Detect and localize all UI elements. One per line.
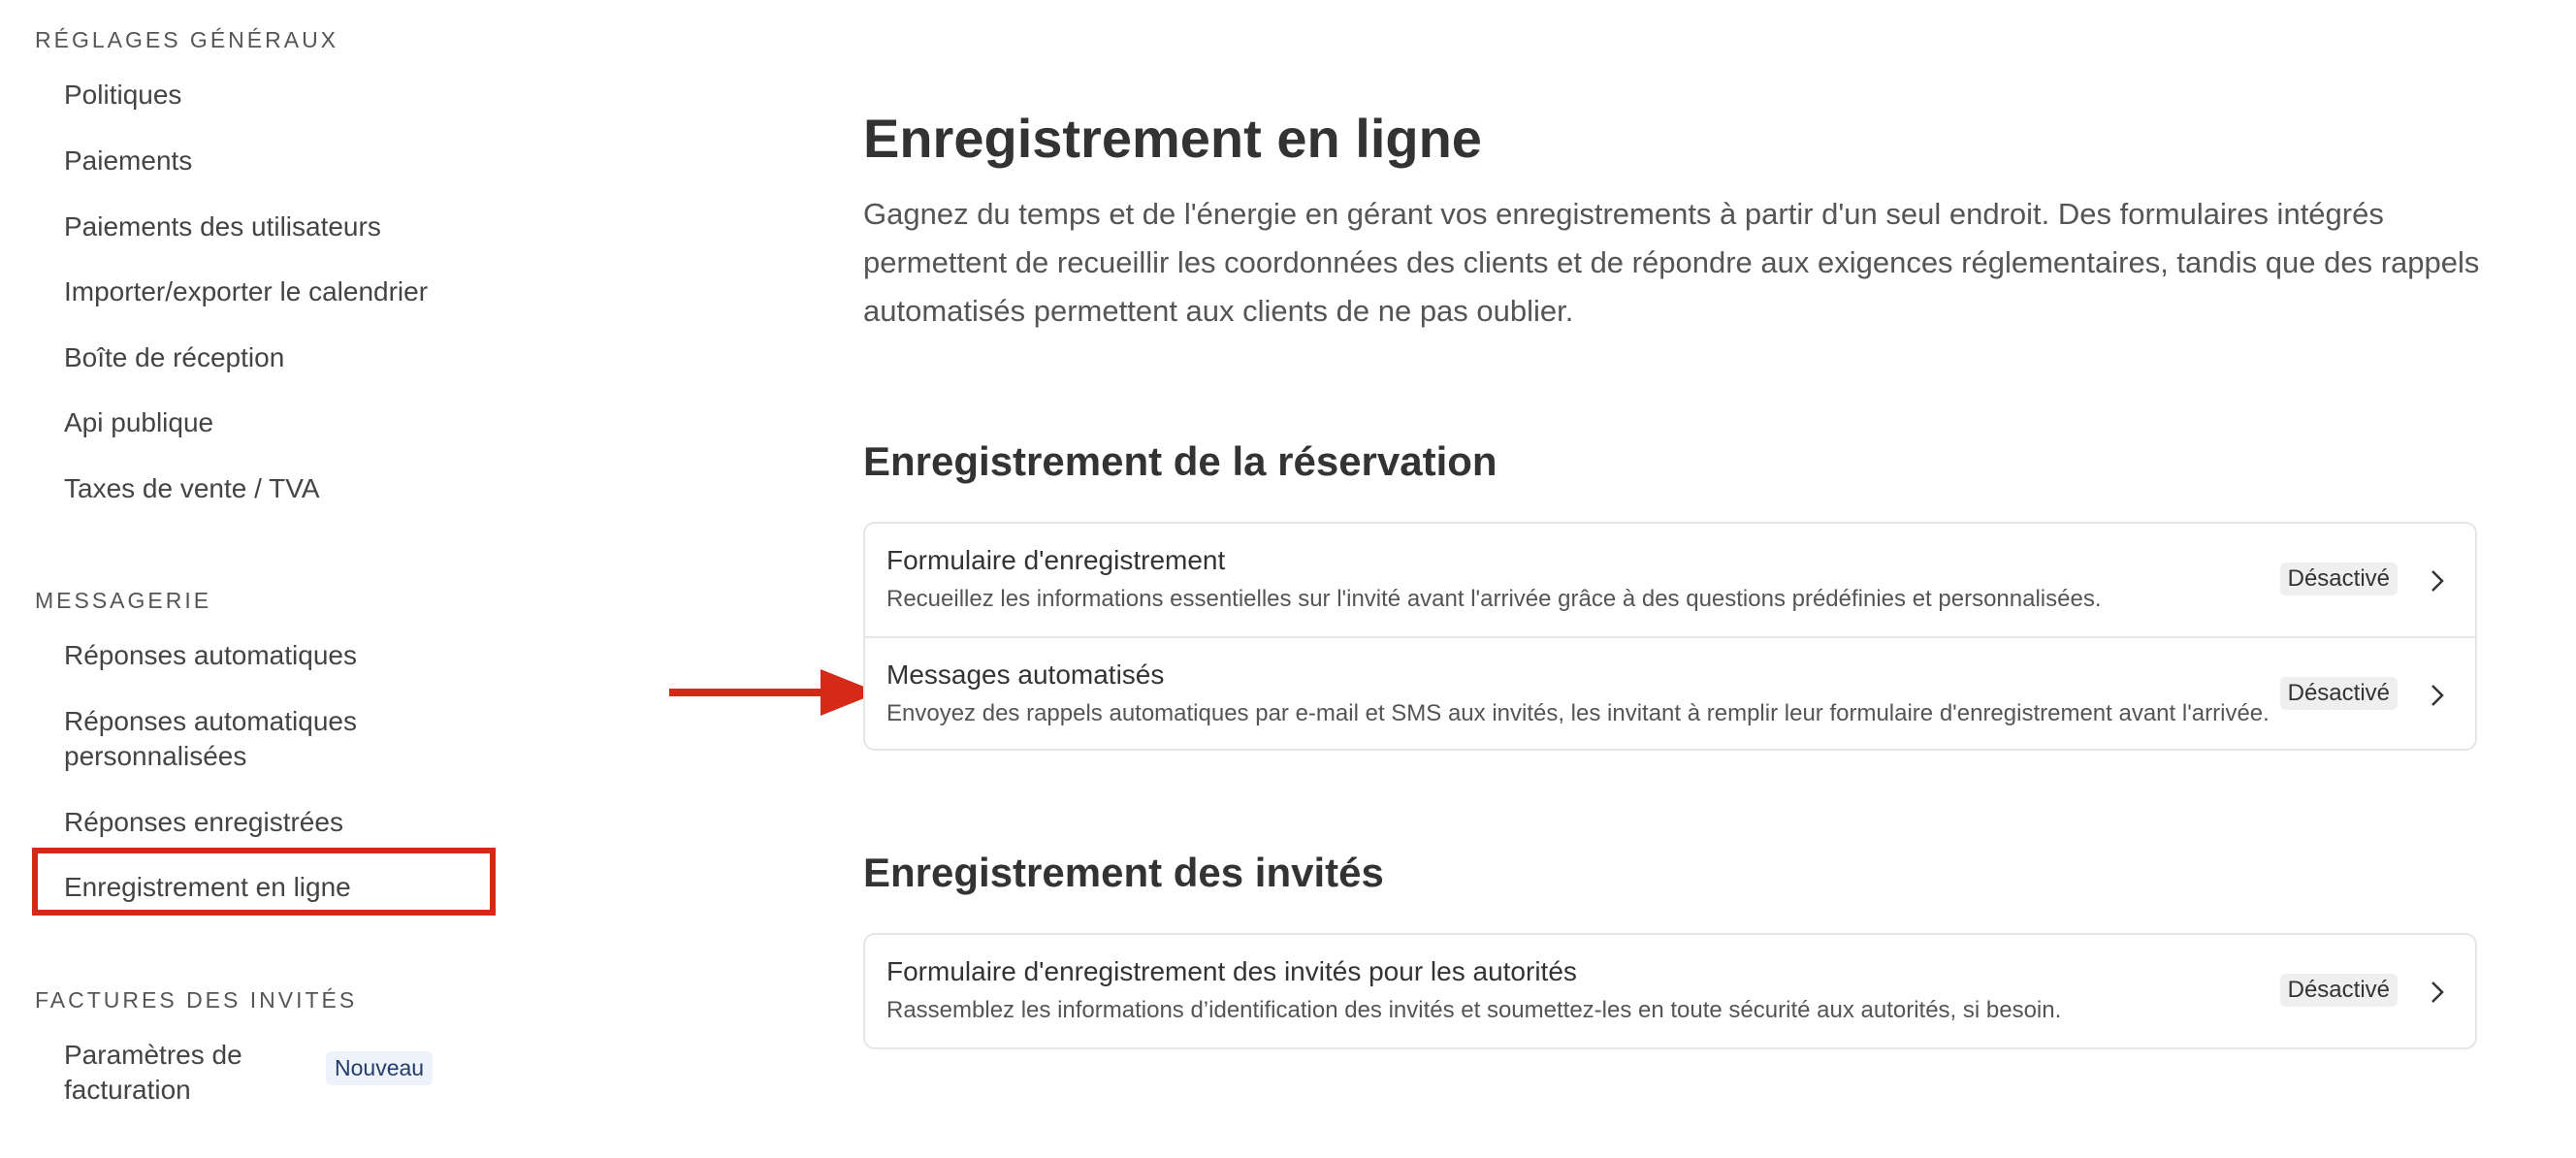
chevron-right-icon[interactable]	[2425, 566, 2450, 595]
status-badge: Désactivé	[2280, 563, 2398, 595]
row-description: Rassemblez les informations d’identification des invités et soumettez-les en toute sécurité aux autorités, si besoin.	[886, 997, 2062, 1023]
sidebar-item-custom-auto-replies[interactable]: Réponses automatiques personnalisées	[64, 706, 357, 771]
row-title: Formulaire d'enregistrement	[886, 545, 1226, 575]
row-title: Formulaire d'enregistrement des invités pour les autorités	[886, 956, 1577, 986]
row-automated-messages[interactable]	[865, 636, 2475, 749]
page-title: Enregistrement en ligne	[863, 108, 1482, 169]
sidebar-item-inbox[interactable]: Boîte de réception	[64, 342, 285, 372]
sidebar-item-online-check-in[interactable]: Enregistrement en ligne	[64, 872, 351, 902]
sidebar-item-public-api[interactable]: Api publique	[64, 407, 214, 437]
sidebar-item-saved-replies[interactable]: Réponses enregistrées	[64, 807, 343, 837]
new-badge: Nouveau	[326, 1051, 433, 1085]
section-header-guest-invoices: FACTURES DES INVITÉS	[35, 987, 358, 1013]
chevron-right-icon[interactable]	[2425, 681, 2450, 710]
sidebar	[0, 0, 582, 1158]
sidebar-item-policies[interactable]: Politiques	[64, 80, 182, 110]
sidebar-item-user-payments[interactable]: Paiements des utilisateurs	[64, 211, 381, 241]
sidebar-item-payments[interactable]: Paiements	[64, 145, 193, 176]
section-title-guest-registration: Enregistrement des invités	[863, 850, 1384, 895]
section-header-messaging: MESSAGERIE	[35, 588, 212, 613]
sidebar-item-sales-tax-vat[interactable]: Taxes de vente / TVA	[64, 473, 320, 503]
sidebar-item-billing-settings[interactable]: Paramètres de facturation	[64, 1040, 242, 1105]
page-description: Gagnez du temps et de l'énergie en gérant vos enregistrements à partir d'un seul endroit. Des formulaires intégrés permettent de recueillir les coordonnées des clients et de répondre aux exigences réglementaires, tandis que des rappels automatisés permettent aux clients de ne pas oublier.	[863, 197, 2480, 328]
row-check-in-form[interactable]	[865, 524, 2475, 636]
sidebar-item-auto-replies[interactable]: Réponses automatiques	[64, 640, 357, 670]
row-description: Envoyez des rappels automatiques par e-mail et SMS aux invités, les invitant à remplir leur formulaire d'enregistrement avant l'arrivée.	[886, 700, 2270, 726]
chevron-right-icon[interactable]	[2425, 978, 2450, 1007]
sidebar-item-calendar-import-export[interactable]: Importer/exporter le calendrier	[64, 276, 429, 306]
right-arrow-icon	[669, 665, 879, 720]
status-badge: Désactivé	[2280, 974, 2398, 1007]
booking-check-in-card	[863, 522, 2477, 751]
section-title-booking-check-in: Enregistrement de la réservation	[863, 438, 1497, 484]
section-header-general-settings: RÉGLAGES GÉNÉRAUX	[35, 27, 339, 52]
row-guest-registration-authorities[interactable]	[865, 935, 2475, 1047]
status-badge: Désactivé	[2280, 677, 2398, 710]
row-description: Recueillez les informations essentielles sur l'invité avant l'arrivée grâce à des questions prédéfinies et personnalisées.	[886, 586, 2102, 612]
guest-registration-card	[863, 933, 2477, 1049]
row-title: Messages automatisés	[886, 659, 1165, 690]
